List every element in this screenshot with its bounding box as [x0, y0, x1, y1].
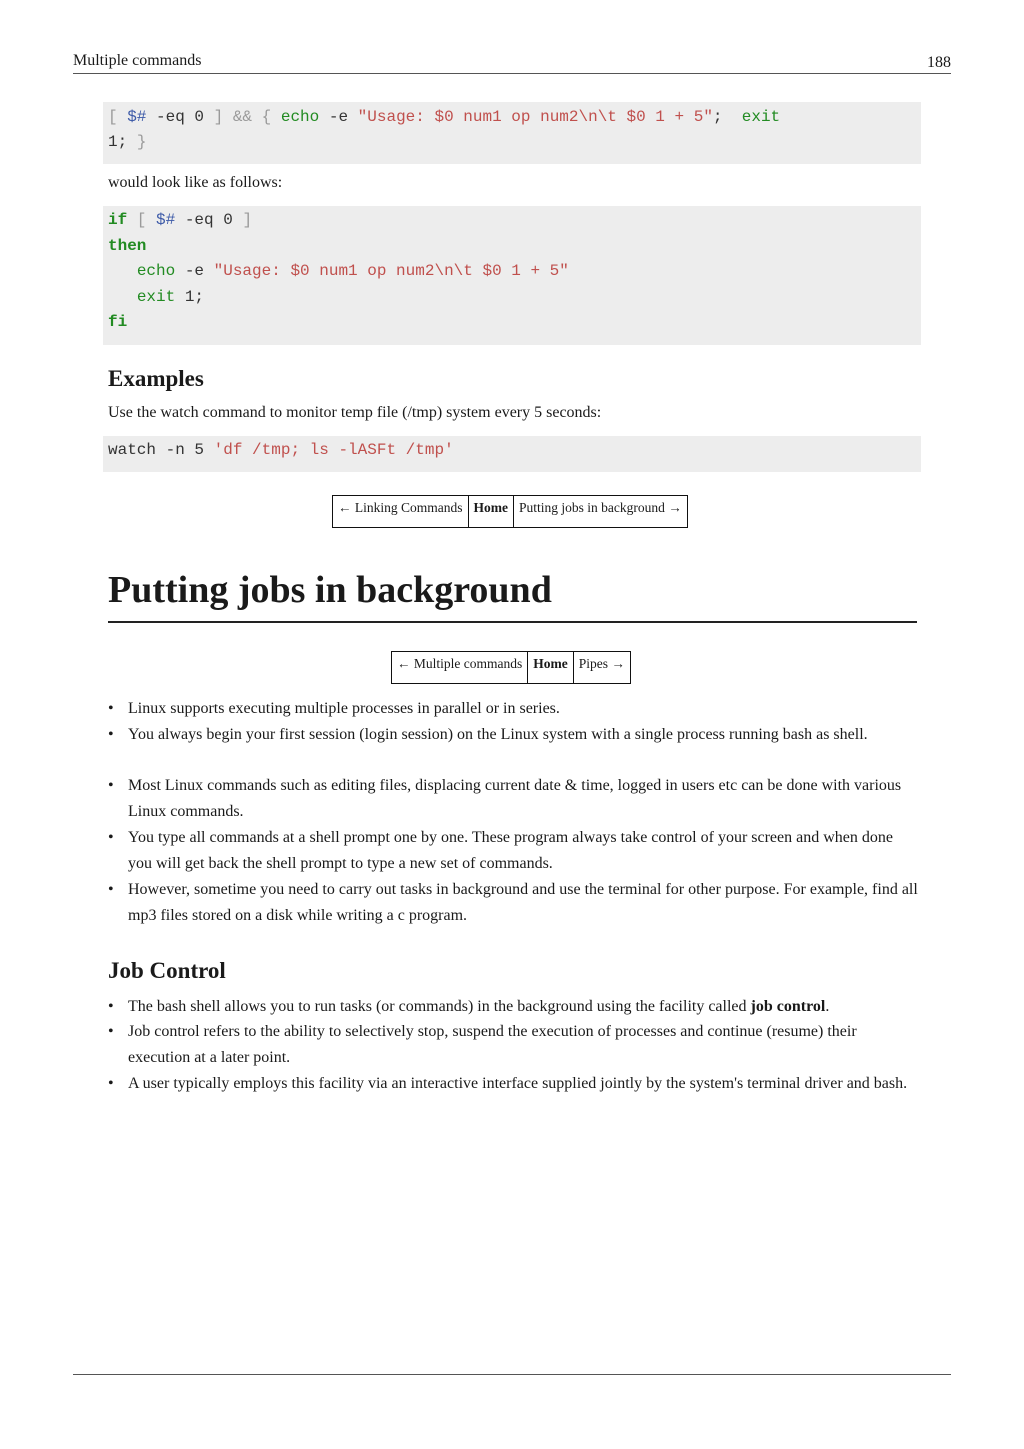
code-token: [ [108, 108, 128, 126]
nav-home-link[interactable]: Home [469, 496, 515, 527]
code-token: watch -n 5 [108, 441, 214, 459]
code-block-if-then [103, 206, 921, 345]
code-line [108, 441, 454, 459]
bullet-icon: • [108, 829, 114, 846]
code-line [108, 262, 569, 280]
nav-next-link[interactable]: Pipes → [578, 656, 625, 671]
page-number: 188 [927, 54, 951, 71]
running-header [73, 51, 951, 74]
nav-next-link[interactable]: Putting jobs in background → [519, 500, 682, 515]
code-token: ; [712, 108, 742, 126]
bullet-icon: • [108, 881, 114, 898]
code-token: echo [136, 262, 176, 280]
code-line [108, 288, 204, 306]
code-token: if [108, 211, 128, 229]
bullet-icon: • [108, 998, 114, 1015]
code-token [108, 262, 137, 280]
header-title: Multiple commands [73, 52, 202, 69]
code-token: "Usage: $0 num1 op num2\n\t $0 1 + 5" [357, 108, 713, 126]
code-token: [ [127, 211, 157, 229]
code-line [108, 211, 252, 229]
code-token: } [136, 133, 147, 151]
code-token: exit [136, 288, 176, 306]
code-token: then [108, 237, 147, 255]
code-token: ] [242, 211, 253, 229]
nav-home-link[interactable]: Home [528, 652, 574, 683]
code-line [108, 237, 146, 255]
bullet-icon: • [108, 700, 114, 717]
code-line [108, 313, 127, 331]
code-block-watch [103, 436, 921, 472]
list-item-text: A user typically employs this facility via an interactive interface supplied jointly by the system's terminal driver and bash. [128, 1075, 908, 1092]
code-token: -e [319, 108, 358, 126]
chapter-title: Putting jobs in background [108, 569, 552, 611]
text-run: The bash shell allows you to run tasks (or commands) in the background using the facility called [128, 998, 751, 1015]
code-token: $# [156, 211, 176, 229]
code-token: fi [108, 313, 128, 331]
code-token [271, 108, 281, 126]
code-token: -e [175, 262, 214, 280]
code-token: -eq 0 [146, 108, 214, 126]
section-heading-examples: Examples [108, 366, 204, 391]
code-token: "Usage: $0 num1 op num2\n\t $0 1 + 5" [213, 262, 569, 280]
list-item-text: Linux supports executing multiple processes in parallel or in series. [128, 700, 560, 717]
paragraph: would look like as follows: [108, 174, 283, 191]
bullet-icon: • [108, 726, 114, 743]
code-token: -eq 0 [175, 211, 243, 229]
list-item-text: You always begin your first session (login session) on the Linux system with a single process running bash as shell. [128, 726, 868, 743]
code-token: 1; [175, 288, 205, 306]
text-run: . [825, 998, 830, 1015]
paragraph: Use the watch command to monitor temp file (/tmp) system every 5 seconds: [108, 404, 602, 421]
bullet-icon: • [108, 1075, 114, 1092]
list-item-text: Job control refers to the ability to selectively stop, suspend the execution of processes and continue (resume) their execution at a later point. [128, 1023, 857, 1066]
list-item-text: However, sometime you need to carry out tasks in background and use the terminal for other purpose. For example, find all mp3 files stored on a disk while writing a c program. [128, 881, 918, 924]
nav-prev-link[interactable]: ← Multiple commands [392, 652, 528, 683]
code-token: echo [280, 108, 320, 126]
nav-box-top [332, 495, 688, 528]
title-rule [108, 621, 917, 623]
code-token: $# [127, 108, 147, 126]
code-block-one-liner [103, 102, 921, 164]
footer-rule [73, 1374, 951, 1375]
code-token: 'df /tmp; ls -lASFt /tmp' [213, 441, 454, 459]
code-token: 1; [108, 133, 137, 151]
code-token [108, 288, 137, 306]
code-line [108, 108, 780, 126]
code-line [108, 133, 146, 151]
nav-prev-link[interactable]: ← Linking Commands [333, 496, 469, 527]
code-token: ] && { [213, 108, 272, 126]
list-item-text: Most Linux commands such as editing files, displacing current date & time, logged in users etc can be done with various Linux commands. [128, 777, 902, 820]
section-heading-job-control: Job Control [108, 958, 226, 983]
bullet-icon: • [108, 1023, 114, 1040]
code-token: exit [741, 108, 781, 126]
list-item-text: You type all commands at a shell prompt one by one. These program always take control of your screen and when done you will get back the shell prompt to type a new set of commands. [128, 829, 893, 872]
nav-box-chapter [391, 651, 631, 684]
bullet-icon: • [108, 777, 114, 794]
list-item-text [128, 994, 920, 1020]
bold-term: job control [750, 998, 826, 1015]
